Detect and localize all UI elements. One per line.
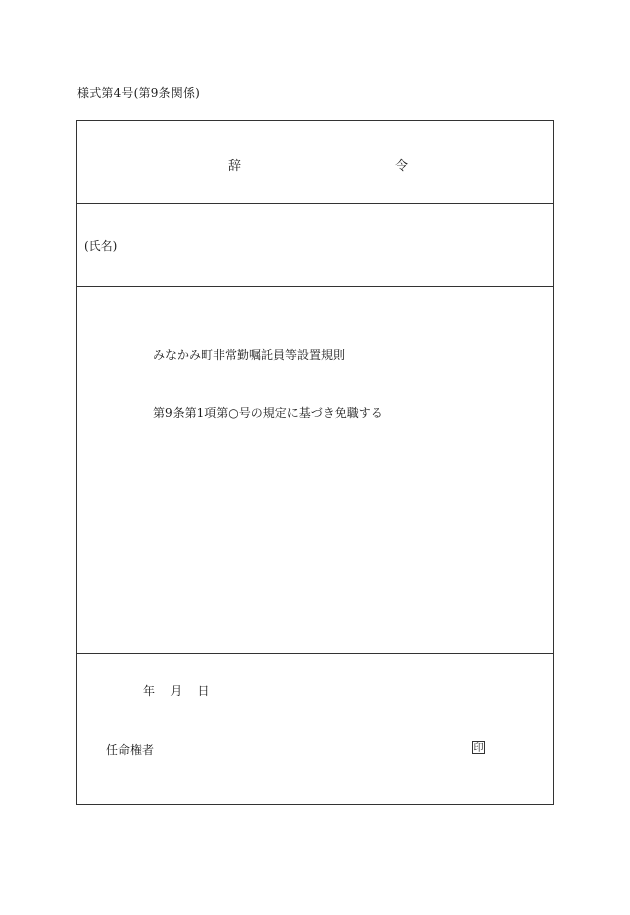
regulation-name: みなかみ町非常勤嘱託員等設置規則 xyxy=(153,348,346,362)
date-field: 年 月 日 xyxy=(143,684,210,698)
resignation-order-form xyxy=(76,120,554,805)
title-char-2: 令 xyxy=(395,159,409,174)
name-label: (氏名) xyxy=(84,239,118,253)
footer-row xyxy=(77,654,553,806)
form-number-label: 様式第4号(第9条関係) xyxy=(77,86,201,100)
name-row xyxy=(77,204,553,287)
dismissal-statement: 第9条第1項第○号の規定に基づき免職する xyxy=(153,406,383,420)
seal-mark: 印 xyxy=(473,743,484,754)
title-char-1: 辞 xyxy=(228,159,242,174)
appointer-label: 任命権者 xyxy=(106,743,155,757)
title-row xyxy=(77,121,553,204)
body-row xyxy=(77,287,553,654)
